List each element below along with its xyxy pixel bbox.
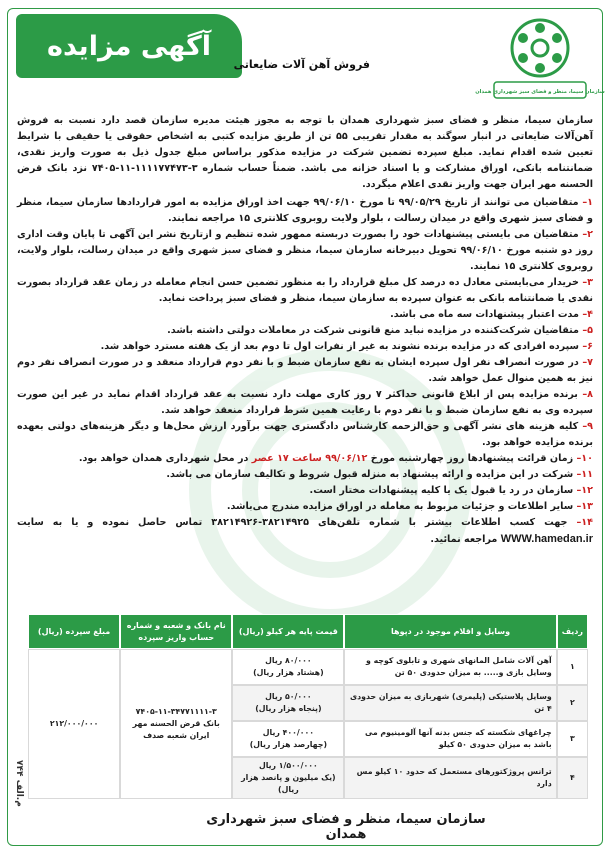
cell-row-number: ۳ [557,721,588,757]
cell-price: ۴۰۰/۰۰۰ ریال (چهارصد هزار ریال) [232,721,344,757]
clause-9: ۹– کلیه هزینه های نشر آگهی و حق‌الزحمه کارشناس دادگستری جهت برآورد ارزش محل‌ها و دیگر هزینه‌های دولتی بعهده برنده مزایده خواهد بود. [17,421,593,448]
clause-14: ۱۴– جهت کسب اطلاعات بیشتر با شماره تلفن‌های ۳۸۲۱۴۹۲۵-۳۸۲۱۴۹۲۶ تماس حاصل نموده و یا به سایت WWW.hamedan.ir مراجعه نمائید. [17,517,594,545]
clause-10: ۱۰– زمان قرائت پیشنهادها روز چهارشنبه مورخ ۹۹/۰۶/۱۲ ساعت ۱۷ عصر در محل شهرداری همدان خواهد بود. [78,453,593,464]
items-table [28,614,588,799]
cell-row-number: ۲ [557,685,588,721]
website-link[interactable]: WWW.hamedan.ir [500,533,593,545]
header-description: وسایل و اقلام موجود در دپوها [344,614,556,649]
cell-row-number: ۴ [557,757,588,799]
table-row [28,649,588,685]
header-row-number: ردیف [557,614,588,649]
clause-8: ۸– برنده مزایده پس از ابلاغ قانونی حداکثر ۷ روز کاری مهلت دارد نسبت به عقد قرارداد اقدام نماید در غیر این صورت سپرده وی به نفع سازمان ضبط و با نفر دوم با رعایت همین شرط قرارداد منعقد خواهد شد. [17,389,593,416]
notice-body [17,113,593,548]
cell-description: ترانس پروژکتورهای مستعمل که حدود ۱۰ کیلو مس دارد [344,757,556,799]
clause-11: ۱۱– شرکت در این مزایده و ارائه پیشنهاد به منزله قبول شروط و تکالیف سازمان می باشد. [166,469,593,480]
cell-description: آهن آلات شامل المانهای شهری و تابلوی کوچه و وسایل بازی و..... به میزان حدودی ۵۰ تن [344,649,556,685]
clause-7: ۷– در صورت انصراف نفر اول سپرده ایشان به نفع سازمان ضبط و با نفر دوم قرارداد منعقد و در صورت انصراف نفر دوم نیز به همین منوال عمل خواهد شد. [17,357,594,384]
clause-13: ۱۳– سایر اطلاعات و جزئیات مربوط به معامله در اوراق مزایده مندرج می‌باشد. [226,501,593,512]
table-header-row [28,614,588,649]
cell-row-number: ۱ [557,649,588,685]
clause-6: ۶– سپرده افرادی که در مزایده برنده نشوند به غیر از نفرات اول تا دوم بعد از یک هفته مسترد خواهد شد. [100,341,593,352]
reading-date: ۹۹/۰۶/۱۲ ساعت ۱۷ عصر [251,453,368,464]
subtitle: فروش آهن آلات ضایعاتی [233,58,370,71]
logo-caption: سازمان سیما، منظر و فضای سبز شهرداری همدان [475,89,605,95]
clause-4: ۴– مدت اعتبار پیشنهادات سه ماه می باشد. [390,309,593,320]
items-table-wrapper [28,614,588,799]
clause-12: ۱۲– سازمان در رد یا قبول یک یا کلیه پیشنهادات مختار است. [309,485,593,496]
cell-price: ۱/۵۰۰/۰۰۰ ریال (یک میلیون و پانصد هزار ریال) [232,757,344,799]
organization-logo [475,14,605,104]
header-account: نام بانک و شعبه و شماره حساب واریز سپرده [120,614,232,649]
intro-paragraph: سازمان سیما، منظر و فضای سبز شهرداری همدان با توجه به مجوز هیئت مدیره سازمان قصد دارد نسبت به فروش آهن‌آلات ضایعاتی در انبار سوگند به مقدار تقریبی ۵۵ تن از طریق مزایده کتبی به اشخاص حقوقی یا حقیقی با شرایط تعیین شده اقدام نماید. مبلغ سپرده تضمین شرکت در مزایده مذکور براساس مبلغ جدول ذیل به صورت واریز نقدی، ضمانتنامه بانکی، اوراق مشارکت و یا اسناد خزانه می باشد. ضمناً حساب شماره ۳-۱۱۱۱۷۷۴۷۳-۱۱-۷۴۰۵ نزد بانک قرض الحسنه مهر ایران جهت واریز نقدی اعلام میگردد. [17,115,593,190]
cell-deposit: ۲۱۲/۰۰۰/۰۰۰ [28,649,120,799]
cell-price: ۸۰/۰۰۰ ریال (هشتاد هزار ریال) [232,649,344,685]
clause-5: ۵– متقاضیان شرکت‌کننده در مزایده نباید منع قانونی شرکت در معاملات دولتی داشته باشد. [167,325,593,336]
footer-organization: سازمان سیما، منظر و فضای سبز شهرداری همدان [206,812,486,842]
side-reference-code: م.الف ۷۴۴ [14,760,24,807]
header-deposit: مبلغ سپرده (ریال) [28,614,120,649]
page-title: آگهی مزایده [47,30,211,62]
cell-price: ۵۰/۰۰۰ ریال (پنجاه هزار ریال) [232,685,344,721]
cell-description: وسایل پلاستیکی (پلیمری) شهربازی به میزان حدودی ۴ تن [344,685,556,721]
cell-account: ۷۴۰۵-۱۱-۳۴۷۷۱۱۱۱-۳ بانک قرض الحسنه مهر ایران شعبه صدف [120,649,232,799]
cell-description: چراغهای شکسته که جنس بدنه آنها آلومینیوم می باشد به میزان حدودی ۵۰ کیلو [344,721,556,757]
header-base-price: قیمت پایه هر کیلو (ریال) [232,614,344,649]
clause-1: ۱– متقاضیان می توانند از تاریخ ۹۹/۰۵/۲۹ تا مورخ ۹۹/۰۶/۱۰ جهت اخذ اوراق مزایده به امور قراردادها سازمان سیما، منظر و فضای سبز شهری واقع در میدان رسالت ، بلوار ولایت روبروی کلانتری ۱۵ مراجعه نمایند. [17,197,593,224]
clause-2: ۲– متقاضیان می بایستی پیشنهادات خود را بصورت دربسته ممهور شده تنظیم و ازتاریخ نشر این آگهی تا پایان وقت اداری روز دو شنبه مورخ ۹۹/۰۶/۱۰ تحویل دبیرخانه سازمان سیما، منظر و فضای سبز شهری واقع در میدان رسالت، بلوار ولایت، روبروی کلانتری ۱۵ نمایند. [17,229,593,272]
clause-3: ۳– خریدار می‌بایستی معادل ده درصد کل مبلغ قرارداد را به منظور تضمین حسن انجام معامله در زمان عقد قرارداد بصورت نقدی یا ضمانتنامه بانکی به عنوان سپرده به سازمان سیما، منظر و فضای سبز پرداخت نماید. [17,277,594,304]
